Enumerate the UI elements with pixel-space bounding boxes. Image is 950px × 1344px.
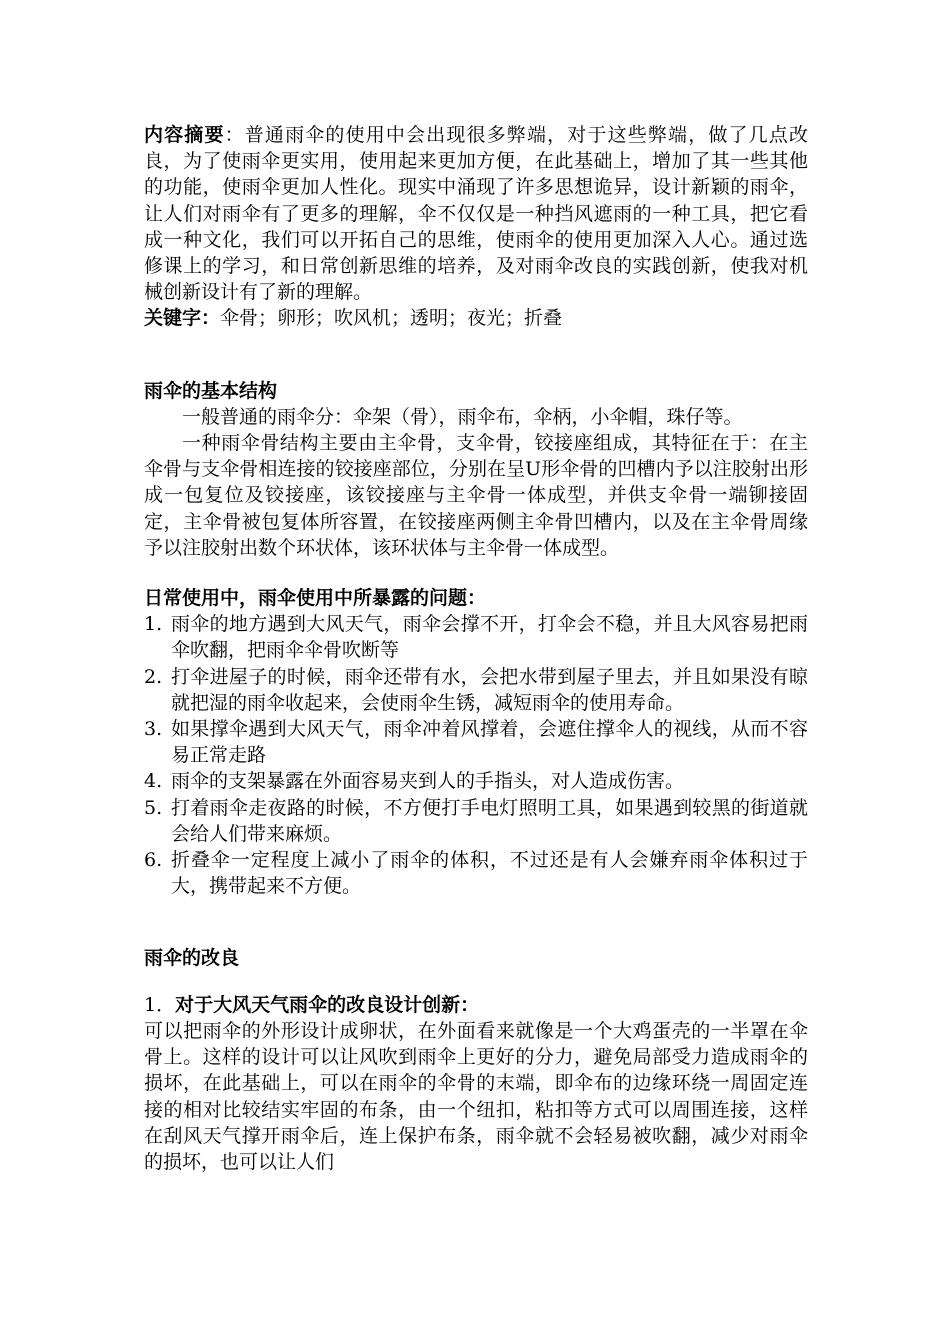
- document-page: [144, 122, 808, 1175]
- list-item: [144, 611, 808, 663]
- list-item: [144, 768, 808, 794]
- abstract-label: 内容摘要: [144, 124, 225, 146]
- keywords-paragraph: [144, 305, 808, 331]
- list-item-number: 3.: [144, 718, 163, 741]
- spacer: [144, 561, 808, 585]
- structure-paragraph-2: 一种雨伞骨结构主要由主伞骨，支伞骨，铰接座组成，其特征在于：在主伞骨与支伞骨相连接的铰接座部位，分别在呈U形伞骨的凹槽内予以注胶射出形成一包复位及铰接座，该铰接座与主伞骨一体成型，并供支伞骨一端铆接固定，主伞骨被包复体所容置，在铰接座两侧主伞骨凹槽内，以及在主伞骨周缘予以注胶射出数个环状体，该环状体与主伞骨一体成型。: [144, 432, 808, 559]
- spacer: [144, 972, 808, 992]
- list-item: [144, 847, 808, 899]
- spacer: [144, 899, 808, 945]
- subheading-number: 1．: [144, 993, 176, 1016]
- improvement-heading: 雨伞的改良: [144, 947, 240, 970]
- list-item-text: 打着雨伞走夜路的时候，不方便打手电灯照明工具，如果遇到较黑的街道就会给人们带来麻烦。: [171, 796, 808, 845]
- abstract-colon: ：: [224, 124, 245, 146]
- list-item: [144, 795, 808, 847]
- list-item-text: 如果撑伞遇到大风天气，雨伞冲着风撑着，会遮住撑伞人的视线，从而不容易正常走路: [171, 718, 808, 767]
- list-item: [144, 664, 808, 716]
- improvement-paragraph: 可以把雨伞的外形设计成卵状，在外面看来就像是一个大鸡蛋壳的一半罩在伞骨上。这样的设计可以让风吹到雨伞上更好的分力，避免局部受力造成雨伞的损坏，在此基础上，可以在雨伞的伞骨的末端，即伞布的边缘环绕一周固定连接的相对比较结实牢固的布条，由一个纽扣，粘扣等方式可以周围连接，这样在刮风天气撑开雨伞后，连上保护布条，雨伞就不会轻易被吹翻，减少对雨伞的损坏，也可以让人们: [144, 1019, 808, 1173]
- list-item-number: 6.: [144, 849, 163, 872]
- keywords-text: 伞骨；卵形；吹风机；透明；夜光；折叠: [220, 307, 563, 330]
- list-item: [144, 716, 808, 768]
- abstract-paragraph: [144, 122, 808, 305]
- list-item-number: 5.: [144, 796, 163, 819]
- structure-paragraph-1: 一般普通的雨伞分：伞架（骨），雨伞布，伞柄，小伞帽，珠仔等。: [182, 405, 743, 428]
- issues-heading: 日常使用中，雨伞使用中所暴露的问题：: [144, 587, 487, 610]
- list-item-number: 1.: [144, 613, 163, 636]
- structure-heading: 雨伞的基本结构: [144, 379, 278, 402]
- issues-list: [144, 611, 808, 899]
- improvement-subheading: [144, 992, 808, 1018]
- list-item-text: 雨伞的支架暴露在外面容易夹到人的手指头，对人造成伤害。: [171, 770, 685, 793]
- abstract-text: 普通雨伞的使用中会出现很多弊端，对于这些弊端，做了几点改良，为了使雨伞更实用，使用起来更加方便，在此基础上，增加了其一些其他的功能，使雨伞更加人性化。现实中涌现了许多思想诡异，设计新颖的雨伞，让人们对雨伞有了更多的理解，伞不仅仅是一种挡风遮雨的一种工具，把它看成一种文化，我们可以开拓自己的思维，使雨伞的使用更加深入人心。通过选修课上的学习，和日常创新思维的培养，及对雨伞改良的实践创新，使我对机械创新设计有了新的理解。: [144, 124, 808, 304]
- list-item-text: 折叠伞一定程度上减小了雨伞的体积，不过还是有人会嫌弃雨伞体积过于大，携带起来不方便。: [171, 849, 808, 898]
- list-item-text: 雨伞的地方遇到大风天气，雨伞会撑不开，打伞会不稳，并且大风容易把雨伞吹翻，把雨伞伞骨吹断等: [171, 613, 808, 662]
- list-item-number: 2.: [144, 665, 163, 688]
- list-item-text: 打伞进屋子的时候，雨伞还带有水，会把水带到屋子里去，并且如果没有晾就把湿的雨伞收起来，会使雨伞生锈，减短雨伞的使用寿命。: [171, 665, 808, 714]
- subheading-text: 对于大风天气雨伞的改良设计创新：: [175, 993, 480, 1016]
- keywords-label: 关键字：: [144, 307, 221, 330]
- list-item-number: 4.: [144, 770, 163, 793]
- spacer: [144, 332, 808, 378]
